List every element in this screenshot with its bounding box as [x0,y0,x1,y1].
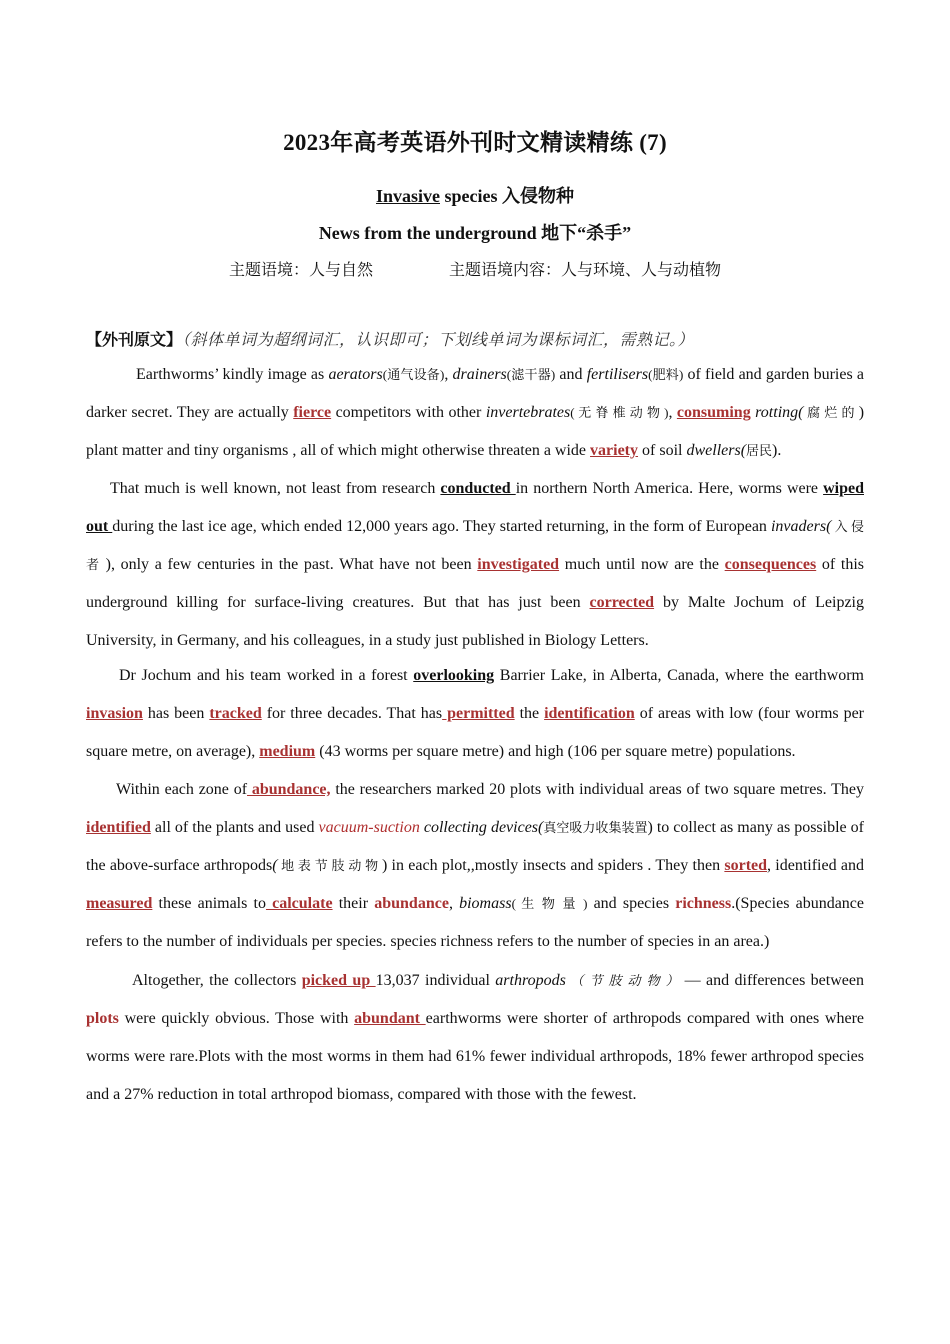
term-plots: plots [86,1010,119,1027]
theme-content: 主题语境内容：人与环境、人与动植物 [449,262,722,279]
article-body [86,356,864,1114]
vocab-abundance: abundance, [247,781,331,798]
subtitle-headline: News from the underground 地下“杀手” [318,223,632,243]
vocab-invasion: invasion [86,705,143,722]
vocab-sorted: sorted [724,857,768,874]
vocab-consequences: consequences [724,556,817,573]
theme-line [0,257,950,280]
section-label: 【外刊原文】 [86,332,183,349]
vocab-overlooking: overlooking [413,667,495,684]
vocab-tracked: tracked [209,705,262,722]
term-richness: richness [675,895,732,912]
vocab-variety: variety [590,442,639,459]
vocab-wiped-out: wiped out [86,480,864,535]
term-vacuum-suction: vacuum-suction [318,819,420,836]
vocab-identified: identified [86,819,151,836]
subtitle-topic: Invasive species 入侵物种 [375,186,574,206]
vocab-consuming: consuming [676,404,751,421]
section-note: （斜体单词为超纲词汇，认识即可；下划线单词为课标词汇，需熟记。） [182,332,695,349]
paragraph-3: Dr Jochum and his team worked in a forest overlooking Barrier Lake, in Alberta, Canada, where the earthworm invasion has been tracked for three decades. That has permitted the identification of areas with low (four worms per square metre, on average), medium (43 worms per square metre) and high (106 per square metre) populations. [86,667,865,760]
term-abundance: abundance [374,895,449,912]
vocab-investigated: investigated [477,556,560,573]
vocab-corrected: corrected [589,594,655,611]
paragraph-2: That much is well known, not least from research conducted in northern North America. Here, worms were wiped out during the last ice age, which ended 12,000 years ago. They started returning, in the form of European invaders( 入 侵 者 ), only a few centuries in the past. What have not been investigated much until now are the consequences of this underground killing for surface-living creatures. But that has just been corrected by Malte Jochum of Leipzig University, in Germany, and his colleagues, in a study just published in Biology Letters. [86,480,865,649]
vocab-calculate: calculate [265,895,333,912]
paragraph-4: Within each zone of abundance, the researchers marked 20 plots with individual areas of two square metres. They identified all of the plants and used vacuum-suction collecting devices(真空吸力收集装置) to collect as many as possible of the above-surface arthropods( 地 表 节 肢 动 物 ) in each plot,,mostly insects and spiders . They then sorted, identified and measured these animals to calculate their abundance, biomass( 生 物 量 ) and species richness.(Species abundance refers to the number of individuals per species. species richness refers to the number of species in an area.) [86,781,864,950]
vocab-identification: identification [544,705,635,722]
vocab-fierce: fierce [293,404,332,421]
vocab-permitted: permitted [442,705,515,722]
vocab-measured: measured [86,895,153,912]
vocab-medium: medium [259,743,316,760]
theme-context: 主题语境：人与自然 [228,262,373,279]
page-title: 2023年高考英语外刊时文精读精练 (7) [283,130,667,155]
keyword-invasive: Invasive [375,186,440,206]
section-heading [86,327,866,350]
paragraph-5: Altogether, the collectors picked up 13,037 individual arthropods （ 节 肢 动 物 ） — and differences between plots were quickly obvious. Those with abundant earthworms were shorter of arthropods compared with ones where worms were rare.Plots with the most worms in them had 61% fewer individual arthropods, 18% fewer arthropod species and a 27% reduction in total arthropod biomass, compared with those with the fewest. [86,972,864,1103]
vocab-picked-up: picked up [301,972,376,989]
vocab-abundant: abundant [354,1010,426,1027]
vocab-conducted: conducted [440,480,516,497]
paragraph-1: Earthworms’ kindly image as aerators(通气设备), drainers(滤干器) and fertilisers(肥料) of field and garden buries a darker secret. They are actually fierce competitors with other invertebrates( 无 脊 椎 动 物 ), consuming rotting( 腐 烂 的 ) plant matter and tiny organisms , all of which might otherwise threaten a wide variety of soil dwellers(居民). [86,366,865,459]
